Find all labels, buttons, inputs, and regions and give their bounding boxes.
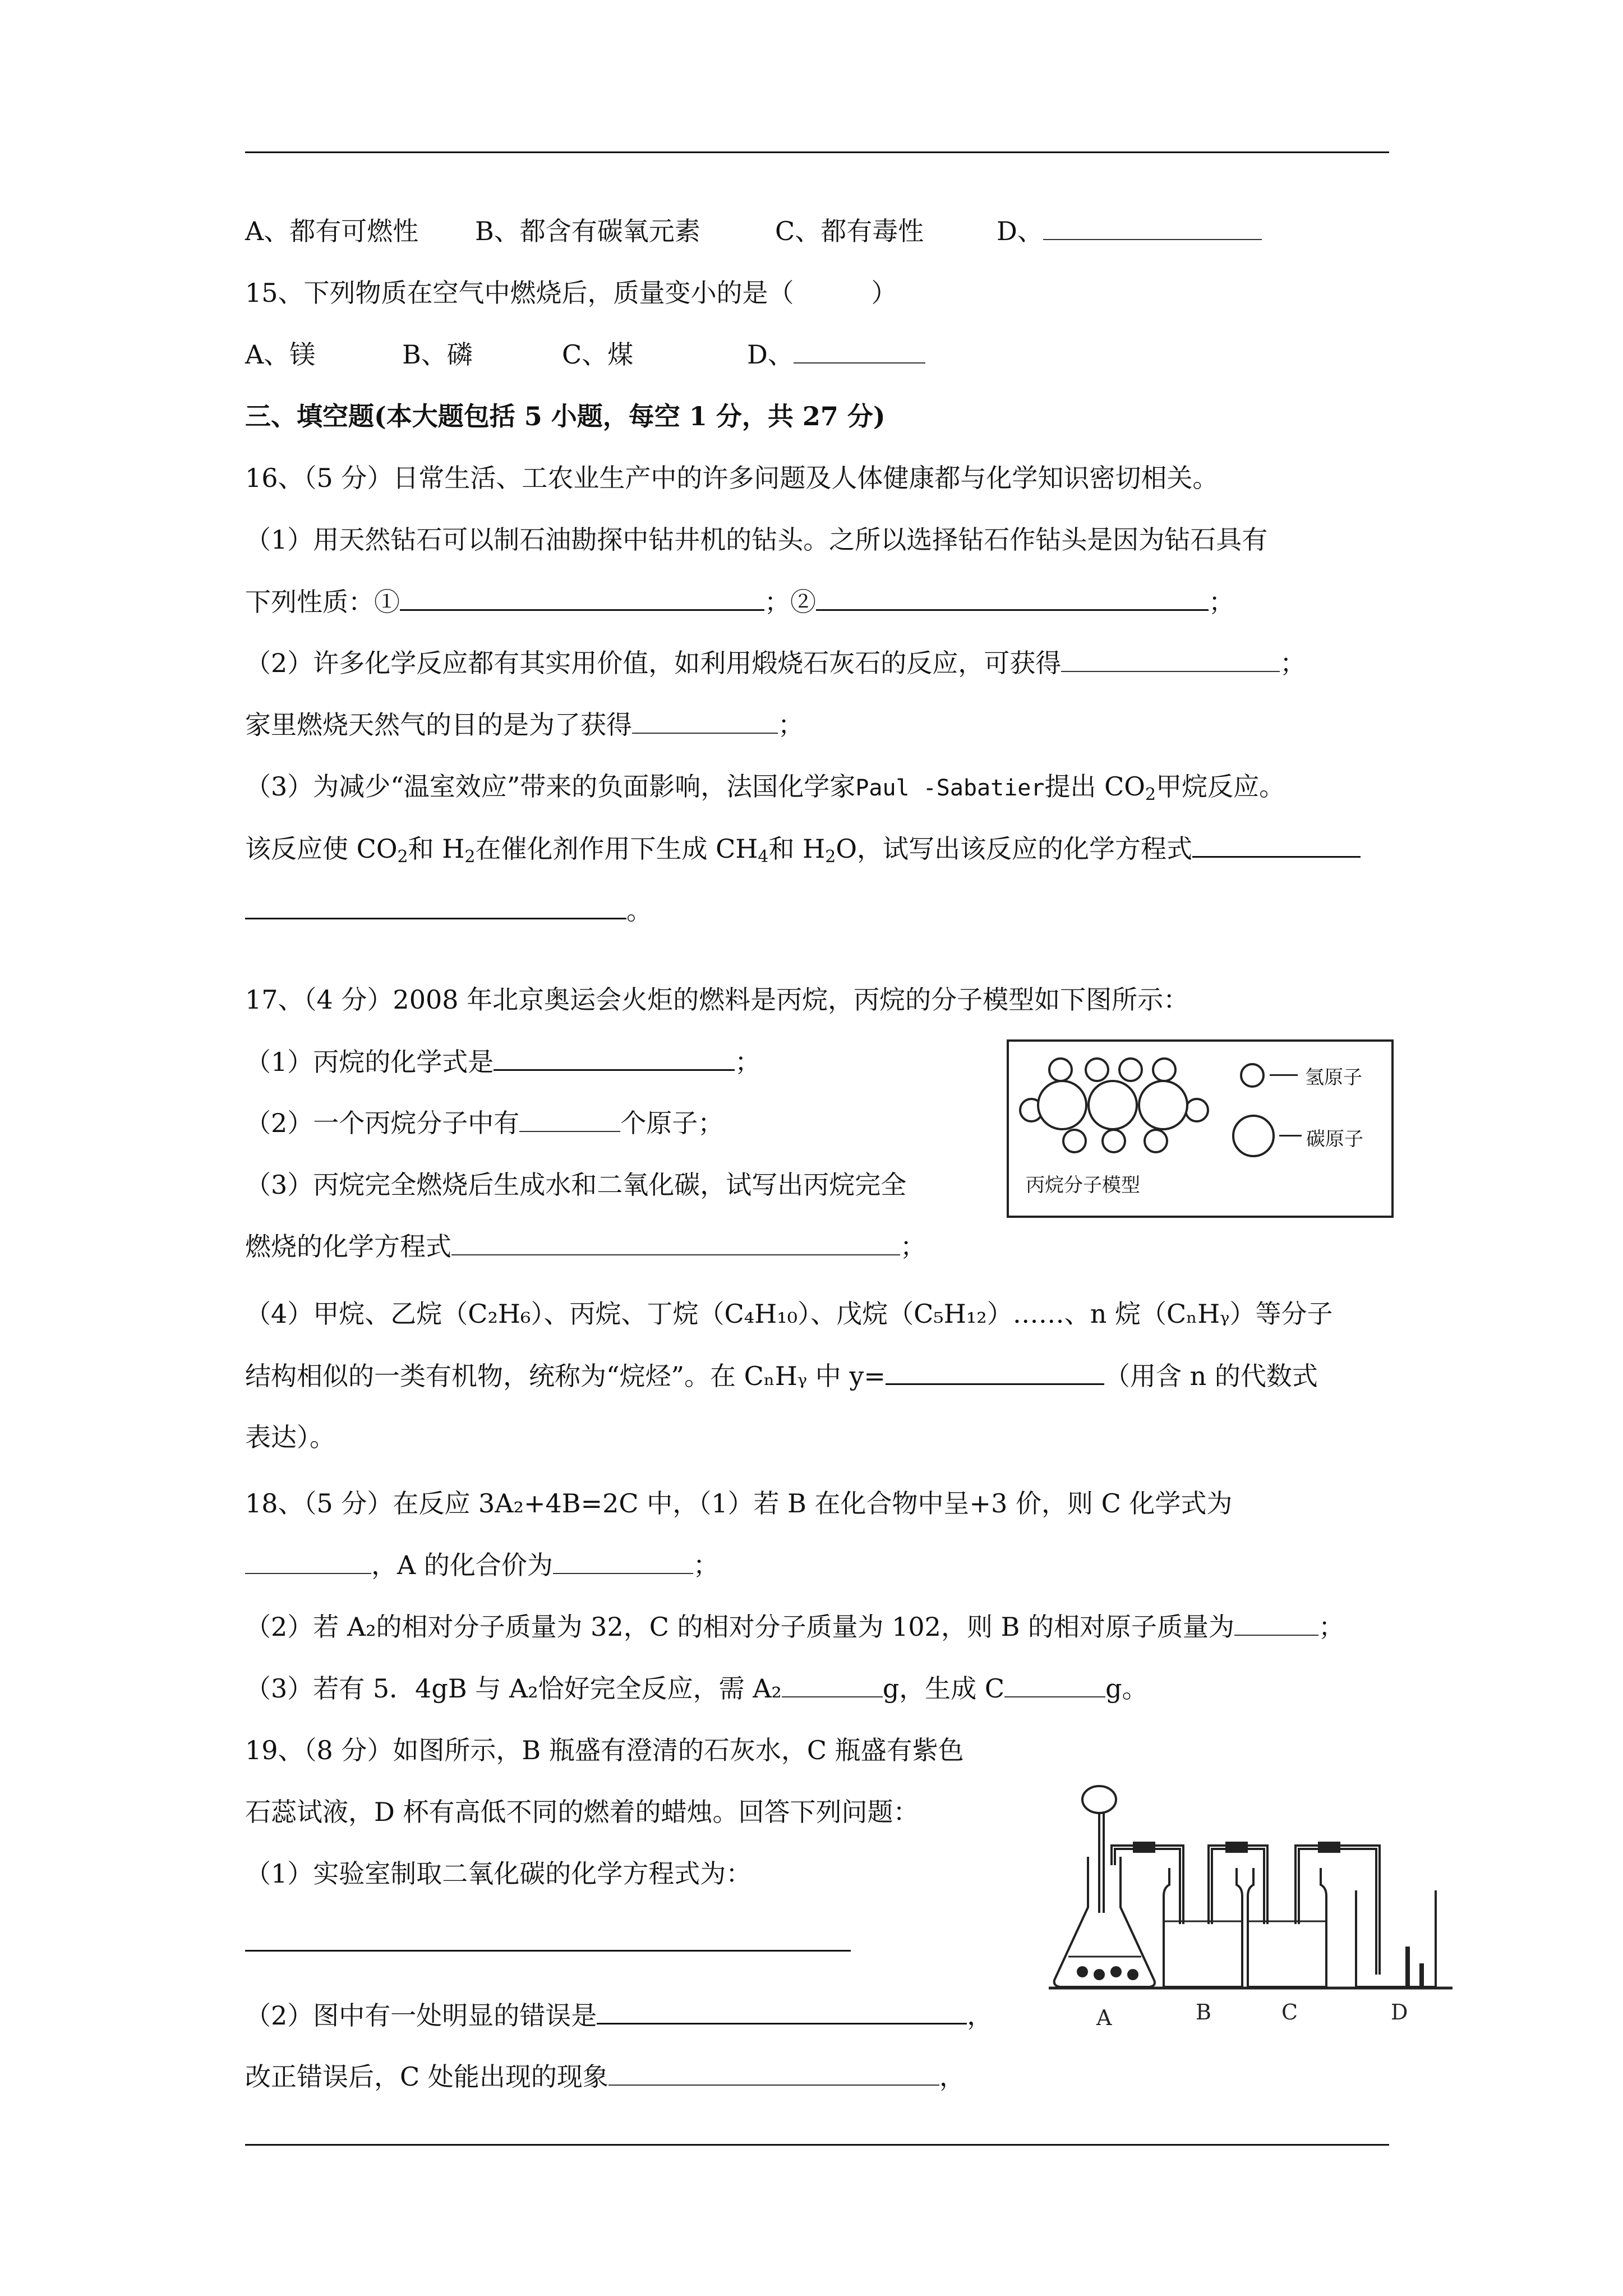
q16-blank-5[interactable] <box>1192 831 1361 858</box>
q17-part2 <box>245 1106 723 1140</box>
hydrogen-atom <box>1152 1057 1177 1082</box>
q17-part1 <box>245 1045 760 1079</box>
label-b: B <box>1196 2000 1211 2024</box>
subscript: 2 <box>825 847 836 867</box>
q18-part3-text2: g，生成 C <box>882 1673 1005 1704</box>
q19-blank-2[interactable] <box>597 1998 967 2024</box>
q17-part4-line3: 表达）。 <box>245 1422 335 1452</box>
q17-part3-end: ； <box>900 1231 926 1262</box>
q17-part3-line2 <box>245 1230 926 1263</box>
carbon-atom <box>1138 1080 1188 1130</box>
q16-part3b-t5: O，试写出该反应的化学方程式 <box>836 834 1193 864</box>
q16-part3-text3: 甲烷反应。 <box>1156 771 1285 802</box>
q16-blank-6[interactable] <box>245 893 626 919</box>
tube-a-b <box>1115 1849 1180 1924</box>
stopper <box>1318 1842 1340 1853</box>
q16-part3-line2 <box>245 831 1361 866</box>
q16-part1-blanks <box>245 585 1234 619</box>
q17-blank-4[interactable] <box>886 1359 1104 1385</box>
stopper <box>1133 1842 1155 1853</box>
marble-chip <box>1110 1966 1122 1977</box>
q15-blank-d[interactable] <box>794 338 925 364</box>
q14-options <box>245 214 1262 248</box>
tube-c-d <box>1295 1846 1380 1975</box>
q17-blank-2[interactable] <box>519 1106 620 1132</box>
q16-part2b-text: 家里燃烧天然气的目的是为了获得 <box>245 710 632 740</box>
q17-part4-text2: （用含 n 的代数式 <box>1104 1361 1318 1391</box>
q18-blank-1[interactable] <box>245 1548 371 1574</box>
q15-options <box>245 338 925 371</box>
q15-question: 15、下列物质在空气中燃烧后，质量变小的是（ ） <box>245 278 897 308</box>
q19-part2 <box>245 1998 993 2032</box>
q14-option-b: B、都含有碳氧元素 <box>475 216 700 246</box>
q16-part3b-t3: 在催化剂作用下生成 CH <box>475 834 758 864</box>
apparatus-figure <box>1049 1778 1464 2036</box>
bottle-b <box>1164 1868 1242 1987</box>
q16-blank-2[interactable] <box>816 585 1209 611</box>
q17-blank-3[interactable] <box>451 1230 900 1255</box>
section-title: 三、填空题(本大题包括 5 小题，每空 1 分，共 27 分) <box>245 401 886 431</box>
marble-chip <box>1094 1969 1105 1980</box>
q14-option-d: D、 <box>997 216 1043 246</box>
hydrogen-atom <box>1118 1057 1143 1082</box>
q19-part2-text: （2）图中有一处明显的错误是 <box>245 2000 597 2031</box>
q18-part3-text: （3）若有 5．4gB 与 A₂恰好完全反应，需 A₂ <box>245 1673 782 1704</box>
tube-c-d <box>1299 1849 1376 1975</box>
legend-carbon-line <box>1279 1135 1302 1137</box>
q16-blank-1[interactable] <box>400 585 764 611</box>
stopper <box>1225 1842 1248 1853</box>
q17-part4-line1: （4）甲烷、乙烷（C₂H₆）、丙烷、丁烷（C₄H₁₀）、戊烷（C₅H₁₂）……、n 烷（CₙHᵧ）等分子 <box>245 1299 1333 1329</box>
q17-part3-text: 燃烧的化学方程式 <box>245 1231 451 1262</box>
q14-option-c: C、都有毒性 <box>775 216 924 246</box>
q18-part1-line2 <box>245 1548 719 1582</box>
hydrogen-atom <box>1062 1129 1087 1153</box>
q17-part2-text: （2）一个丙烷分子中有 <box>245 1108 520 1138</box>
q16-part3-line1 <box>245 770 1285 805</box>
q19-part2-end: ， <box>967 2000 993 2031</box>
q19-part1: （1）实验室制取二氧化碳的化学方程式为： <box>245 1858 752 1889</box>
q17-part1-text: （1）丙烷的化学式是 <box>245 1047 494 1077</box>
label-a: A <box>1096 2005 1112 2030</box>
legend-carbon-label: 碳原子 <box>1306 1128 1363 1151</box>
q16-part2-line2 <box>245 708 804 742</box>
legend-hydrogen-line <box>1270 1074 1298 1076</box>
carbon-atom <box>1037 1080 1087 1130</box>
hydrogen-atom <box>1101 1129 1126 1153</box>
q18-blank-2[interactable] <box>553 1548 693 1574</box>
q16-intro: 16、（5 分）日常生活、工农业生产中的许多问题及人体健康都与化学知识密切相关。 <box>245 463 1219 493</box>
q16-part2-line1 <box>245 646 1306 680</box>
q14-blank-d[interactable] <box>1043 214 1262 240</box>
q18-part2-text: （2）若 A₂的相对分子质量为 32，C 的相对分子质量为 102，则 B 的相对原子质量为 <box>245 1612 1234 1642</box>
q17-part2-end: 个原子； <box>620 1108 724 1138</box>
q19-intro-line1: 19、（8 分）如图所示，B 瓶盛有澄清的石灰水，C 瓶盛有紫色 <box>245 1735 964 1765</box>
subscript: 4 <box>758 847 769 867</box>
q15-option-a: A、镁 <box>245 339 316 370</box>
q17-part4-line2 <box>245 1359 1318 1393</box>
q16-part1-label: 下列性质：① <box>245 587 400 617</box>
hydrogen-atom <box>1144 1129 1168 1153</box>
q16-part1-text: （1）用天然钻石可以制石油勘探中钻井机的钻头。之所以选择钻石作钻头是因为钻石具有 <box>245 524 1268 555</box>
q17-part4-text: 结构相似的一类有机物，统称为“烷烃”。在 CₙHᵧ 中 y= <box>245 1361 886 1391</box>
q18-part1-end: ； <box>693 1550 719 1580</box>
hydrogen-atom <box>1048 1057 1073 1082</box>
q16-part3-text: （3）为减少“温室效应”带来的负面影响，法国化学家 <box>245 771 856 802</box>
q17-blank-1[interactable] <box>494 1045 735 1071</box>
q19-blank-1[interactable] <box>245 1925 851 1952</box>
marble-chip <box>1127 1969 1138 1980</box>
legend-carbon-symbol <box>1232 1115 1275 1157</box>
q16-chemist-name: Paul -Sabatier <box>855 775 1045 801</box>
q18-part2-end: ； <box>1318 1612 1344 1642</box>
label-d: D <box>1391 2000 1408 2024</box>
q15-option-b: B、磷 <box>402 339 473 370</box>
q16-part3b-t2: 和 H <box>408 834 465 864</box>
q16-part3b-t4: 和 H <box>768 834 826 864</box>
q18-blank-4[interactable] <box>782 1672 883 1697</box>
q16-blank-3[interactable] <box>1061 646 1280 672</box>
subscript: 2 <box>1145 785 1156 804</box>
q18-part3 <box>245 1672 1148 1705</box>
label-c: C <box>1281 2000 1298 2024</box>
q16-part3-text2: 提出 CO <box>1044 771 1145 802</box>
carbon-atom <box>1087 1080 1138 1130</box>
q15-option-c: C、煤 <box>562 339 634 370</box>
subscript: 2 <box>464 847 476 867</box>
q18-blank-3[interactable] <box>1234 1610 1318 1636</box>
q18-part3-end: g。 <box>1105 1673 1148 1704</box>
q16-part3-end: 。 <box>626 895 652 926</box>
subscript: 2 <box>397 847 408 867</box>
q16-part3-line3 <box>245 893 652 927</box>
propane-model-figure <box>1007 1039 1394 1218</box>
q18-intro: 18、（5 分）在反应 3A₂+4B=2C 中，（1）若 B 在化合物中呈+3 价，则 C 化学式为 <box>245 1488 1233 1519</box>
q14-option-a: A、都有可燃性 <box>245 216 419 246</box>
q17-part3-line1: （3）丙烷完全燃烧后生成水和二氧化碳，试写出丙烷完全 <box>245 1170 907 1200</box>
q19-part3 <box>245 2060 965 2093</box>
q18-part1-text: ，A 的化合价为 <box>371 1550 553 1580</box>
q16-part2-end: ； <box>1280 648 1306 678</box>
q17-part1-end: ； <box>735 1047 761 1077</box>
hydrogen-atom <box>1085 1057 1109 1082</box>
legend-hydrogen-symbol <box>1240 1063 1265 1088</box>
q16-part1-end: ； <box>1209 587 1234 617</box>
q16-part2-text: （2）许多化学反应都有其实用价值，如利用煅烧石灰石的反应，可获得 <box>245 648 1062 678</box>
funnel-top <box>1082 1786 1116 1813</box>
q17-intro: 17、（4 分）2008 年北京奥运会火炬的燃料是丙烷，丙烷的分子模型如下图所示： <box>245 984 1189 1015</box>
q16-part1-sep: ；② <box>764 587 816 617</box>
q18-blank-5[interactable] <box>1004 1672 1105 1697</box>
footer-rule <box>245 2144 1389 2146</box>
q18-part2 <box>245 1610 1344 1644</box>
marble-chip <box>1077 1966 1088 1977</box>
bottle-c <box>1248 1868 1326 1987</box>
q16-part3b-t1: 该反应使 CO <box>245 834 398 864</box>
q19-part3-text: 改正错误后，C 处能出现的现象 <box>245 2062 608 2092</box>
q16-part2b-end: ； <box>778 710 804 740</box>
q15-option-d: D、 <box>747 339 794 370</box>
header-rule <box>245 151 1389 153</box>
q19-part3-end: ， <box>939 2062 965 2092</box>
legend-hydrogen-label: 氢原子 <box>1305 1066 1362 1089</box>
q19-blank-3[interactable] <box>608 2060 939 2086</box>
q19-intro-line2: 石蕊试液，D 杯有高低不同的燃着的蜡烛。回答下列问题： <box>245 1797 919 1827</box>
figure-caption: 丙烷分子模型 <box>1026 1174 1140 1197</box>
q19-part1-answer <box>245 1925 851 1959</box>
q16-blank-4[interactable] <box>632 708 778 734</box>
